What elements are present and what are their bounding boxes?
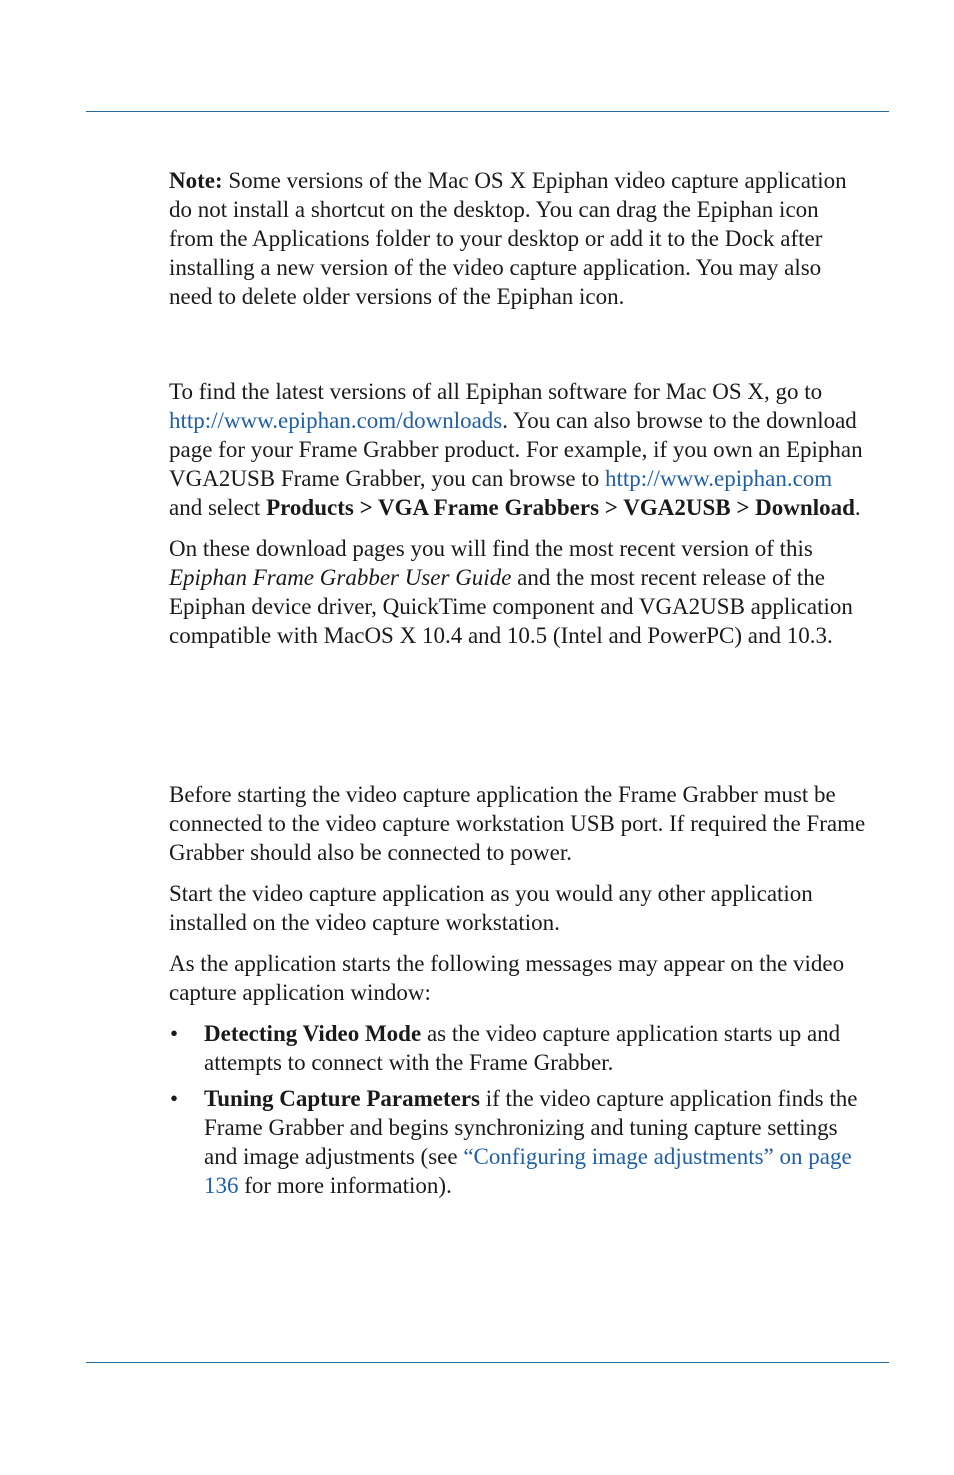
- downloads-link[interactable]: http://www.epiphan.com/downloads: [169, 408, 503, 433]
- message-description: as the video capture application starts up and attempts to connect with the Frame Grabber.: [204, 1021, 841, 1075]
- note-text: Some versions of the Mac OS X Epiphan video capture application do not install a shortcut on the desktop. You can drag the Epiphan icon from the Applications folder to your desktop or add it to the Dock after installing a new version of the video capture application. You may also need to delete older versions of the Epiphan icon.: [169, 168, 847, 309]
- download-pages-paragraph: [169, 534, 869, 650]
- download-pages-text-1: On these download pages you will find the most recent version of this: [169, 536, 813, 561]
- downloads-text-4: .: [854, 495, 861, 520]
- note-paragraph: [169, 166, 869, 311]
- list-item: [169, 1084, 869, 1200]
- message-name: Detecting Video Mode: [204, 1021, 422, 1046]
- note-label: Note:: [169, 168, 223, 193]
- downloads-text-3: and select: [169, 495, 267, 520]
- menu-path: Products > VGA Frame Grabbers > VGA2USB > Download: [266, 495, 855, 520]
- page-content: [169, 166, 869, 1207]
- footer-rule: [86, 1362, 889, 1363]
- downloads-paragraph: [169, 377, 869, 522]
- download-pages-text-2: and the most recent release of the Epiphan device driver, QuickTime component and VGA2USB application compatible with MacOS X 10.4 and 10.5 (Intel and PowerPC) and 10.3.: [169, 565, 853, 648]
- downloads-text-1: To find the latest versions of all Epiphan software for Mac OS X, go to: [169, 379, 823, 404]
- bullet-icon: •: [170, 1086, 179, 1111]
- list-item: [169, 1019, 869, 1077]
- message-tail: for more information).: [238, 1173, 452, 1198]
- message-name: Tuning Capture Parameters: [204, 1086, 480, 1111]
- messages-list: [169, 1019, 869, 1200]
- message-description: if the video capture application finds the Frame Grabber and begins synchronizing and tuning capture settings and image adjustments (see: [204, 1086, 858, 1169]
- starting-paragraph-2: Start the video capture application as you would any other application installed on the video capture workstation.: [169, 881, 813, 935]
- starting-paragraph-3: As the application starts the following messages may appear on the video capture application window:: [169, 951, 845, 1005]
- bullet-icon: •: [170, 1021, 179, 1046]
- downloads-text-2: . You can also browse to the download page for your Frame Grabber product. For example, if you own an Epiphan VGA2USB Frame Grabber, you can browse to: [169, 408, 863, 491]
- epiphan-home-link[interactable]: http://www.epiphan.com: [605, 466, 833, 491]
- image-adjustments-link[interactable]: “Configuring image adjustments” on page 136: [204, 1144, 852, 1198]
- guide-title: Epiphan Frame Grabber User Guide: [169, 565, 512, 590]
- header-rule: [86, 111, 889, 112]
- starting-paragraph-1: Before starting the video capture application the Frame Grabber must be connected to the video capture workstation USB port. If required the Frame Grabber should also be connected to power.: [169, 782, 866, 865]
